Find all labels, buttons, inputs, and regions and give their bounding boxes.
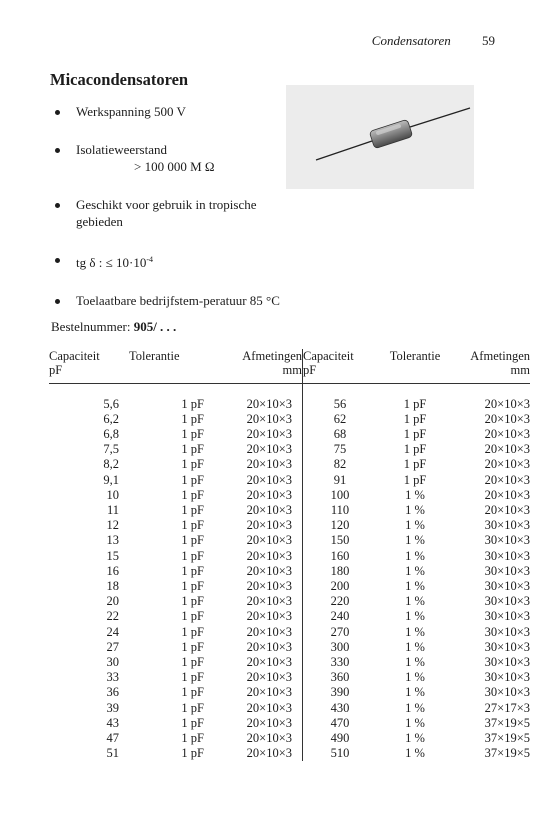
table-cell: 330 bbox=[330, 654, 350, 669]
table-cell: 24 bbox=[106, 624, 119, 639]
column-header: Tolerantie bbox=[389, 349, 441, 363]
table-cell: 1 % bbox=[405, 700, 425, 715]
table-cell: 390 bbox=[330, 685, 350, 700]
table-cell: 20×10×3 bbox=[484, 411, 530, 426]
table-cell: 180 bbox=[330, 563, 350, 578]
table-cell: 20×10×3 bbox=[216, 427, 303, 442]
table-cell: 20×10×3 bbox=[216, 533, 303, 548]
table-cell: 240 bbox=[330, 609, 350, 624]
feature-list bbox=[51, 103, 281, 330]
table-row bbox=[49, 533, 530, 548]
table-cell: 82 bbox=[333, 457, 347, 472]
table-cell: 1 % bbox=[405, 609, 425, 624]
table-cell: 20×10×3 bbox=[216, 594, 303, 609]
table-cell: 20×10×3 bbox=[216, 609, 303, 624]
table-row bbox=[49, 746, 530, 761]
table-cell: 1 pF bbox=[181, 654, 204, 669]
table-cell: 1 % bbox=[405, 730, 425, 745]
table-cell: 1 pF bbox=[181, 442, 204, 457]
table-cell: 68 bbox=[333, 426, 347, 441]
table-cell: 36 bbox=[106, 685, 119, 700]
table-cell: 270 bbox=[330, 624, 350, 639]
table-cell: 510 bbox=[330, 746, 350, 761]
table-cell: 37×19×5 bbox=[484, 730, 530, 745]
table-cell: 300 bbox=[330, 639, 350, 654]
table-cell: 27×17×3 bbox=[484, 700, 530, 715]
table-cell: 20×10×3 bbox=[216, 746, 303, 761]
table-cell: 56 bbox=[333, 396, 347, 411]
table-cell: 470 bbox=[330, 715, 350, 730]
table-cell: 1 pF bbox=[181, 396, 204, 411]
capacitor-illustration bbox=[286, 85, 474, 189]
chapter-title: Condensatoren bbox=[371, 33, 451, 48]
table-cell: 20×10×3 bbox=[216, 685, 303, 700]
table-cell: 22 bbox=[106, 609, 119, 624]
table-cell: 47 bbox=[106, 730, 119, 745]
table-cell: 160 bbox=[330, 548, 350, 563]
table-cell: 20×10×3 bbox=[216, 383, 303, 412]
table-row bbox=[49, 518, 530, 533]
feature-item: Geschikt voor gebruik in tropische gebieden bbox=[51, 196, 281, 230]
table-cell: 20×10×3 bbox=[216, 655, 303, 670]
table-cell: 37×19×5 bbox=[484, 746, 530, 761]
superscript: -4 bbox=[146, 255, 153, 264]
table-cell: 37×19×5 bbox=[484, 715, 530, 730]
table-cell: 150 bbox=[330, 533, 350, 548]
table-cell: 1 % bbox=[405, 548, 425, 563]
table-cell: 110 bbox=[330, 502, 350, 517]
table-cell: 1 % bbox=[405, 624, 425, 639]
table-cell: 20×10×3 bbox=[216, 412, 303, 427]
table-row bbox=[49, 427, 530, 442]
table-cell: 1 pF bbox=[181, 746, 204, 761]
table-row bbox=[49, 457, 530, 472]
table-cell: 30×10×3 bbox=[484, 685, 530, 700]
table-cell: 1 pF bbox=[403, 442, 427, 457]
table-cell: 20×10×3 bbox=[216, 716, 303, 731]
table-cell: 51 bbox=[106, 746, 119, 761]
table-cell: 1 % bbox=[405, 518, 425, 533]
table-cell: 1 % bbox=[405, 746, 425, 761]
table-cell: 7,5 bbox=[103, 442, 119, 457]
order-label: Bestelnummer: bbox=[51, 319, 134, 334]
table-cell: 20×10×3 bbox=[216, 564, 303, 579]
table-body bbox=[49, 383, 530, 761]
table-cell: 20×10×3 bbox=[216, 731, 303, 746]
table-cell: 6,2 bbox=[103, 411, 119, 426]
running-header bbox=[372, 33, 495, 49]
table-cell: 1 pF bbox=[181, 685, 204, 700]
table-cell: 220 bbox=[330, 594, 350, 609]
table-cell: 20×10×3 bbox=[216, 488, 303, 503]
table-cell: 20×10×3 bbox=[216, 503, 303, 518]
table-row bbox=[49, 625, 530, 640]
table-row bbox=[49, 701, 530, 716]
feature-item: tg δ : ≤ $10\cdot 10^{-4}$ bbox=[51, 251, 281, 271]
column-header: Capaciteit pF bbox=[49, 349, 100, 377]
table-row bbox=[49, 670, 530, 685]
table-cell: 20×10×3 bbox=[216, 442, 303, 457]
table-cell: 6,8 bbox=[103, 426, 119, 441]
table-cell: 1 pF bbox=[181, 624, 204, 639]
table-cell: 20×10×3 bbox=[484, 426, 530, 441]
table-cell: 360 bbox=[330, 670, 350, 685]
table-cell: 13 bbox=[106, 533, 119, 548]
table-cell: 30×10×3 bbox=[484, 654, 530, 669]
table-cell: 30×10×3 bbox=[484, 594, 530, 609]
table-row bbox=[49, 716, 530, 731]
table-row bbox=[49, 503, 530, 518]
feature-item: Werkspanning 500 V bbox=[51, 103, 281, 120]
table-cell: 30×10×3 bbox=[484, 670, 530, 685]
table-cell: 30×10×3 bbox=[484, 533, 530, 548]
table-cell: 1 % bbox=[405, 502, 425, 517]
table-cell: 18 bbox=[106, 578, 119, 593]
table-row bbox=[49, 640, 530, 655]
table-row bbox=[49, 609, 530, 624]
table-cell: 1 pF bbox=[181, 487, 204, 502]
table-cell: 27 bbox=[106, 639, 119, 654]
table-cell: 1 % bbox=[405, 685, 425, 700]
table-cell: 1 pF bbox=[181, 502, 204, 517]
table-cell: 1 pF bbox=[181, 670, 204, 685]
table-cell: 1 pF bbox=[181, 472, 204, 487]
order-number bbox=[51, 319, 176, 335]
table-cell: 1 pF bbox=[181, 533, 204, 548]
table-cell: 1 pF bbox=[181, 594, 204, 609]
feature-item: Isolatieweerstand > 100 000 M Ω bbox=[51, 141, 281, 175]
table-row bbox=[49, 594, 530, 609]
table-cell: 30×10×3 bbox=[484, 639, 530, 654]
table-cell: 430 bbox=[330, 700, 350, 715]
column-header: Afmetingen mm bbox=[216, 349, 303, 383]
table-row bbox=[49, 731, 530, 746]
page-number: 59 bbox=[482, 33, 495, 48]
table-cell: 20×10×3 bbox=[484, 487, 530, 502]
table-cell: 20×10×3 bbox=[216, 579, 303, 594]
table-cell: 20×10×3 bbox=[484, 396, 530, 411]
table-cell: 20×10×3 bbox=[484, 502, 530, 517]
table-cell: 30×10×3 bbox=[484, 548, 530, 563]
table-cell: 30×10×3 bbox=[484, 563, 530, 578]
table-cell: 1 pF bbox=[181, 609, 204, 624]
table-cell: 62 bbox=[333, 411, 347, 426]
table-cell: 1 % bbox=[405, 715, 425, 730]
table-cell: 39 bbox=[106, 700, 119, 715]
table-cell: 1 pF bbox=[181, 700, 204, 715]
order-value: 905/ . . . bbox=[133, 319, 177, 334]
table-cell: 30×10×3 bbox=[484, 624, 530, 639]
table-cell: 20×10×3 bbox=[216, 457, 303, 472]
table-row bbox=[49, 442, 530, 457]
table-cell: 1 % bbox=[405, 563, 425, 578]
table-cell: 120 bbox=[330, 518, 350, 533]
table-cell: 1 % bbox=[405, 654, 425, 669]
table-cell: 1 pF bbox=[403, 426, 427, 441]
table-cell: 20×10×3 bbox=[216, 640, 303, 655]
table-cell: 1 % bbox=[405, 670, 425, 685]
table-cell: 20×10×3 bbox=[484, 457, 530, 472]
table-cell: 16 bbox=[106, 563, 119, 578]
table-cell: 33 bbox=[106, 670, 119, 685]
table-row bbox=[49, 383, 530, 412]
table-cell: 1 pF bbox=[403, 411, 427, 426]
table-header-row bbox=[49, 349, 530, 383]
table-row bbox=[49, 488, 530, 503]
table-cell: 20×10×3 bbox=[484, 442, 530, 457]
table-row bbox=[49, 549, 530, 564]
table-cell: 1 pF bbox=[181, 715, 204, 730]
table-cell: 30×10×3 bbox=[484, 518, 530, 533]
table-cell: 1 pF bbox=[181, 411, 204, 426]
table-cell: 20×10×3 bbox=[216, 625, 303, 640]
table-cell: 5,6 bbox=[103, 396, 119, 411]
table-cell: 43 bbox=[106, 715, 119, 730]
column-header: Capaciteit pF bbox=[303, 349, 354, 377]
table-cell: 9,1 bbox=[103, 472, 119, 487]
section-title: Micacondensatoren bbox=[50, 70, 189, 89]
table-cell: 10 bbox=[106, 487, 119, 502]
table-cell: 20×10×3 bbox=[216, 549, 303, 564]
table-cell: 1 pF bbox=[181, 426, 204, 441]
table-cell: 20 bbox=[106, 594, 119, 609]
table-cell: 1 % bbox=[405, 639, 425, 654]
column-header: Tolerantie bbox=[129, 349, 180, 363]
table-cell: 20×10×3 bbox=[216, 518, 303, 533]
table-row bbox=[49, 412, 530, 427]
table-cell: 1 pF bbox=[403, 472, 427, 487]
table-cell: 1 % bbox=[405, 487, 425, 502]
capacitor-photo bbox=[286, 85, 474, 189]
table-cell: 1 % bbox=[405, 533, 425, 548]
table-cell: 20×10×3 bbox=[216, 701, 303, 716]
table-cell: 20×10×3 bbox=[216, 473, 303, 488]
table-cell: 490 bbox=[330, 730, 350, 745]
table-cell: 30×10×3 bbox=[484, 578, 530, 593]
column-header: Afmetingen mm bbox=[470, 349, 530, 377]
table-cell: 100 bbox=[330, 487, 350, 502]
feature-item: Toelaatbare bedrijfstem-peratuur 85 °C bbox=[51, 292, 281, 309]
table-cell: 8,2 bbox=[103, 457, 119, 472]
table-cell: 15 bbox=[106, 548, 119, 563]
table-cell: 91 bbox=[333, 472, 347, 487]
table-cell: 1 pF bbox=[181, 730, 204, 745]
table-cell: 12 bbox=[106, 518, 119, 533]
table-cell: 1 pF bbox=[181, 518, 204, 533]
table-row bbox=[49, 655, 530, 670]
table-cell: 1 pF bbox=[403, 396, 427, 411]
table-cell: 1 pF bbox=[181, 639, 204, 654]
table-cell: 20×10×3 bbox=[216, 670, 303, 685]
table-cell: 200 bbox=[330, 578, 350, 593]
table-row bbox=[49, 685, 530, 700]
table-cell: 20×10×3 bbox=[484, 472, 530, 487]
table-cell: 1 pF bbox=[181, 563, 204, 578]
table-cell: 30×10×3 bbox=[484, 609, 530, 624]
table-cell: 1 pF bbox=[181, 578, 204, 593]
table-cell: 1 pF bbox=[403, 457, 427, 472]
table-cell: 1 % bbox=[405, 594, 425, 609]
table-row bbox=[49, 473, 530, 488]
table-cell: 1 % bbox=[405, 578, 425, 593]
table-cell: 30 bbox=[106, 654, 119, 669]
table-row bbox=[49, 564, 530, 579]
table-cell: 1 pF bbox=[181, 457, 204, 472]
feature-continuation: > 100 000 M Ω bbox=[134, 159, 215, 174]
table-cell: 11 bbox=[106, 502, 119, 517]
capacitor-table bbox=[49, 349, 530, 761]
table-row bbox=[49, 579, 530, 594]
table-cell: 1 pF bbox=[181, 548, 204, 563]
table-cell: 75 bbox=[333, 442, 347, 457]
